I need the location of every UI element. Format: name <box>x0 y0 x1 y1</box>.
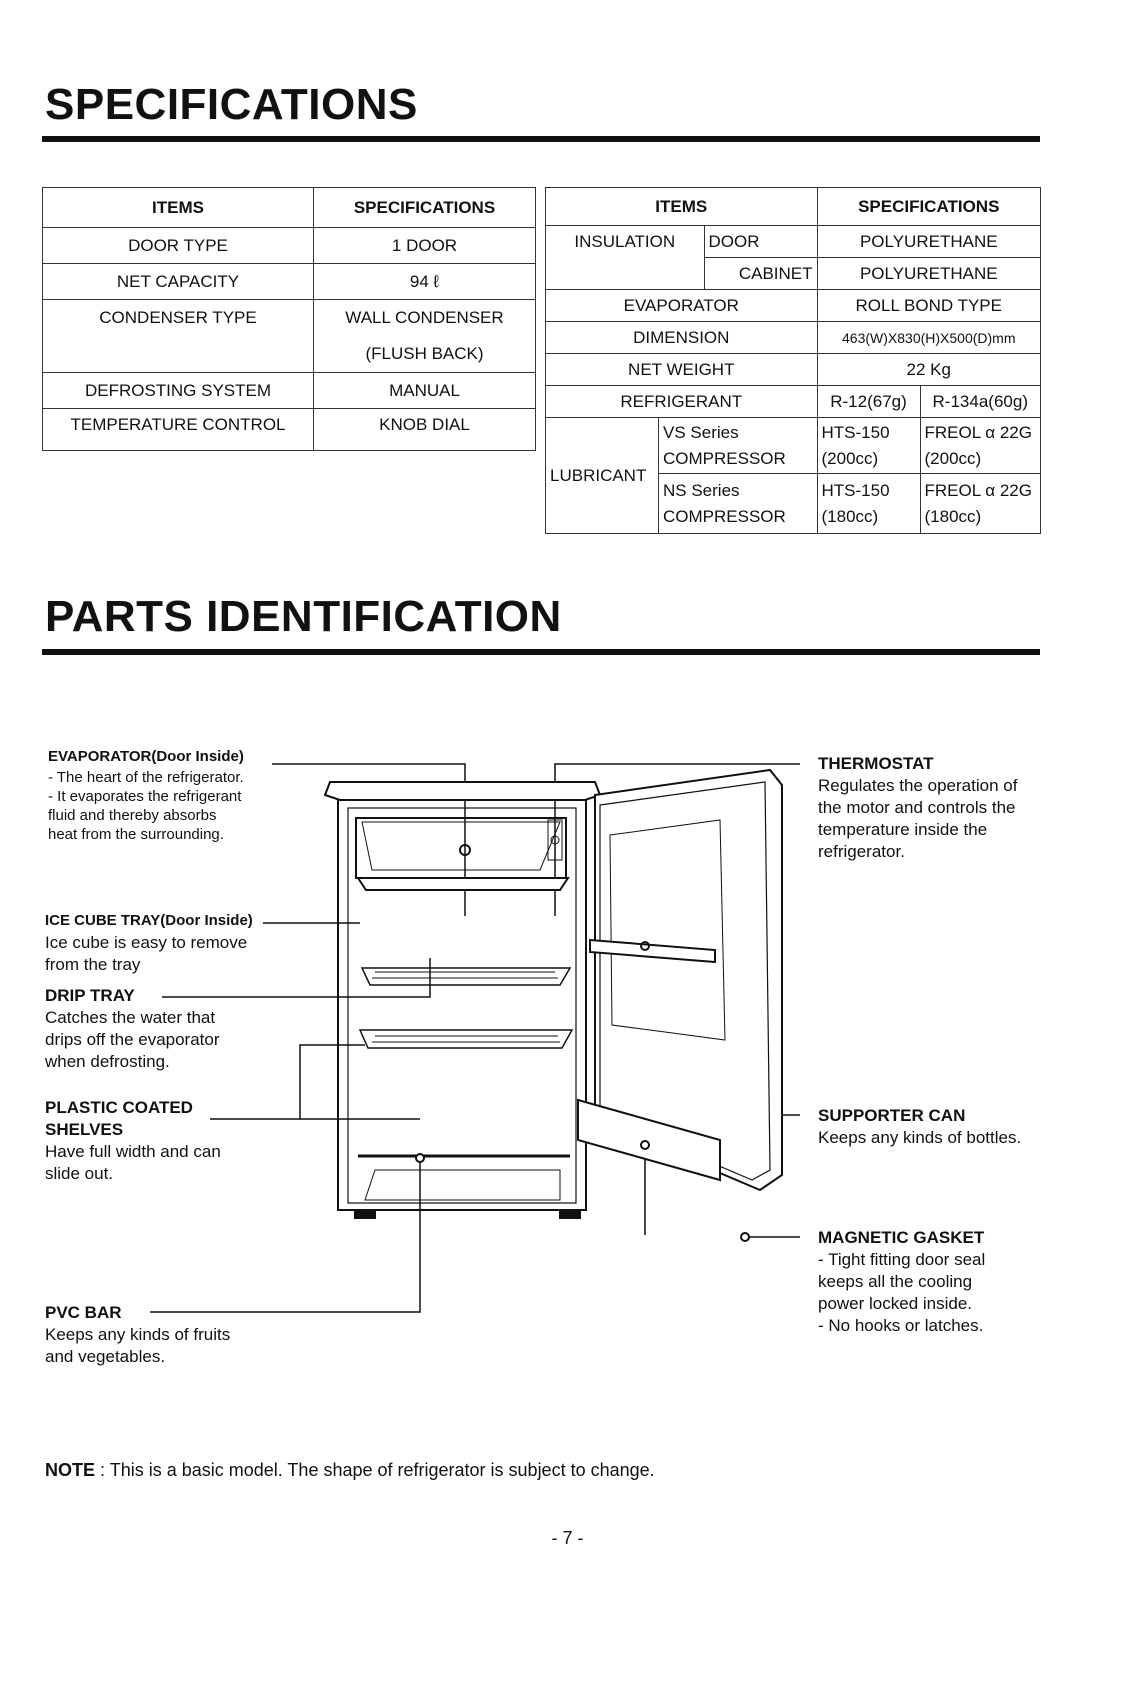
net-weight-spec: 22 Kg <box>817 354 1040 386</box>
shelves-desc: Have full width and can slide out. <box>45 1142 221 1183</box>
vs-oil-2-name: FREOL α 22G <box>924 422 1032 442</box>
supporter-desc: Keeps any kinds of bottles. <box>818 1128 1022 1147</box>
ns-oil-2 <box>920 474 1040 534</box>
header-items: ITEMS <box>546 188 818 226</box>
insulation-door-spec: POLYURETHANE <box>817 226 1040 258</box>
label-drip-tray <box>45 985 220 1073</box>
note <box>45 1460 655 1481</box>
header-items: ITEMS <box>43 188 314 228</box>
evaporator-label: EVAPORATOR <box>546 290 818 322</box>
row-spec: MANUAL <box>314 373 536 409</box>
spec-line: WALL CONDENSER <box>345 308 504 327</box>
shelves-title: PLASTIC COATED SHELVES <box>45 1098 193 1139</box>
vs-oil-1 <box>817 418 920 474</box>
insulation-blank <box>546 258 705 290</box>
ns-series <box>659 474 818 534</box>
note-label: NOTE <box>45 1460 96 1480</box>
vs-oil-2 <box>920 418 1040 474</box>
ns-oil-2-name: FREOL α 22G <box>924 480 1032 500</box>
net-weight-label: NET WEIGHT <box>546 354 818 386</box>
label-plastic-shelves <box>45 1097 221 1185</box>
supporter-title: SUPPORTER CAN <box>818 1106 966 1125</box>
pvc-bar-title: PVC BAR <box>45 1303 122 1322</box>
evaporator-title: EVAPORATOR(Door Inside) <box>48 748 244 765</box>
drip-tray-title: DRIP TRAY <box>45 986 135 1005</box>
door <box>578 770 782 1241</box>
lubricant-label: LUBRICANT <box>546 418 659 534</box>
title-rule <box>42 136 1040 142</box>
drip-tray-desc: Catches the water that drips off the evaporator when defrosting. <box>45 1008 220 1071</box>
vs-series-name: VS Series <box>663 422 739 442</box>
dimension-spec: 463(W)X830(H)X500(D)mm <box>817 322 1040 354</box>
evaporator-spec: ROLL BOND TYPE <box>817 290 1040 322</box>
vs-oil-2-qty: (200cc) <box>924 448 982 468</box>
row-spec <box>314 300 536 373</box>
row-item: DEFROSTING SYSTEM <box>43 373 314 409</box>
ice-cube-title: ICE CUBE TRAY(Door Inside) <box>45 912 253 929</box>
parts-title: PARTS IDENTIFICATION <box>45 592 562 641</box>
vs-oil-1-name: HTS-150 <box>821 422 890 442</box>
refrigerant-label: REFRIGERANT <box>546 386 818 418</box>
ns-oil-1 <box>817 474 920 534</box>
thermostat-title: THERMOSTAT <box>818 754 934 773</box>
dimension-label: DIMENSION <box>546 322 818 354</box>
row-item: DOOR TYPE <box>43 228 314 264</box>
gasket-desc: - Tight fitting door seal keeps all the cooling power locked inside. - No hooks or latches. <box>818 1250 986 1335</box>
row-spec: KNOB DIAL <box>314 409 536 451</box>
evaporator-desc: - The heart of the refrigerator. - It evaporates the refrigerant fluid and thereby absorbs heat from the surrounding. <box>48 769 244 843</box>
spec-table-left <box>42 187 536 451</box>
row-item: NET CAPACITY <box>43 264 314 300</box>
spec-line: (FLUSH BACK) <box>365 344 484 363</box>
row-item: CONDENSER TYPE <box>43 300 314 373</box>
label-pvc-bar <box>45 1302 230 1368</box>
cabinet <box>325 782 600 1218</box>
ns-oil-1-qty: (180cc) <box>821 506 879 526</box>
leader-shelves-upper <box>210 1045 365 1119</box>
specifications-title: SPECIFICATIONS <box>45 80 418 129</box>
label-thermostat <box>818 753 1017 863</box>
ice-cube-desc: Ice cube is easy to remove from the tray <box>45 933 248 974</box>
label-evaporator <box>48 746 244 844</box>
refrigerant-spec-1: R-12(67g) <box>817 386 920 418</box>
row-item: TEMPERATURE CONTROL <box>43 409 314 451</box>
insulation-label: INSULATION <box>546 226 705 258</box>
gasket-title: MAGNETIC GASKET <box>818 1228 985 1247</box>
note-text: : This is a basic model. The shape of refrigerator is subject to change. <box>95 1460 655 1480</box>
thermostat-desc: Regulates the operation of the motor and controls the temperature inside the refrigerator. <box>818 776 1018 861</box>
header-specifications: SPECIFICATIONS <box>314 188 536 228</box>
parts-rule <box>42 649 1040 655</box>
vs-series <box>659 418 818 474</box>
row-spec: 1 DOOR <box>314 228 536 264</box>
row-spec: 94 ℓ <box>314 264 536 300</box>
ns-compressor: COMPRESSOR <box>663 506 786 526</box>
pvc-bar-desc: Keeps any kinds of fruits and vegetables. <box>45 1325 231 1366</box>
ns-oil-1-name: HTS-150 <box>821 480 890 500</box>
ns-oil-2-qty: (180cc) <box>924 506 982 526</box>
label-magnetic-gasket <box>818 1227 985 1337</box>
ns-series-name: NS Series <box>663 480 740 500</box>
label-ice-cube-tray <box>45 910 253 976</box>
refrigerant-spec-2: R-134a(60g) <box>920 386 1040 418</box>
vs-oil-1-qty: (200cc) <box>821 448 879 468</box>
label-supporter-can <box>818 1105 1021 1149</box>
page-number: - 7 - <box>551 1528 584 1548</box>
vs-compressor: COMPRESSOR <box>663 448 786 468</box>
header-specifications: SPECIFICATIONS <box>817 188 1040 226</box>
insulation-cabinet-spec: POLYURETHANE <box>817 258 1040 290</box>
insulation-door: DOOR <box>704 226 817 258</box>
insulation-cabinet: CABINET <box>704 258 817 290</box>
spec-table-right <box>545 187 1041 534</box>
